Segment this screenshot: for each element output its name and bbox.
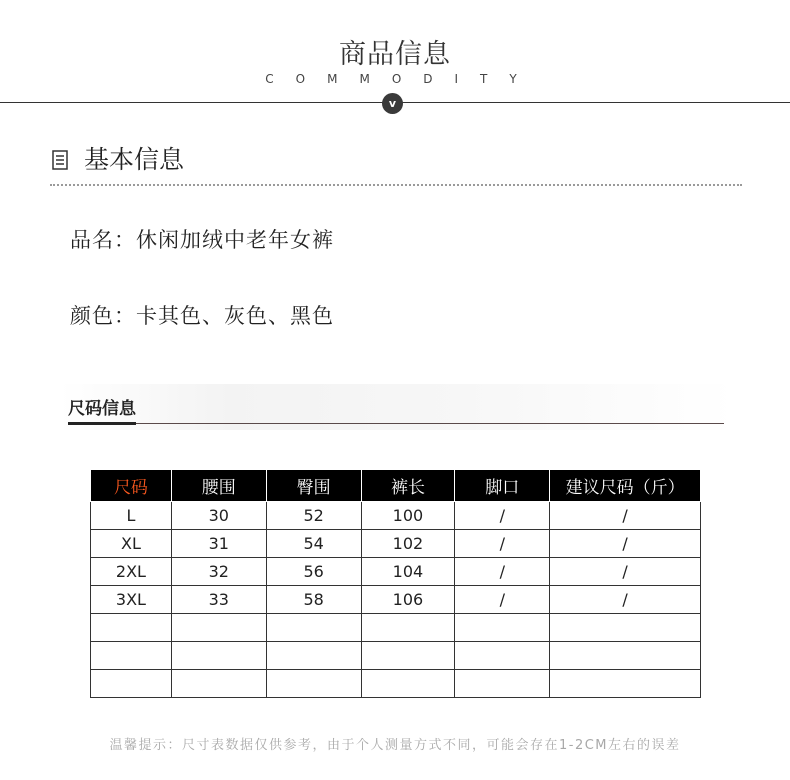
table-cell: 106 [361, 586, 455, 614]
chevron-down-icon: v [382, 93, 403, 114]
table-row [91, 530, 701, 558]
size-section-rule [68, 423, 724, 424]
table-cell [171, 614, 266, 642]
table-cell [361, 642, 455, 670]
table-cell: / [550, 502, 701, 530]
table-cell [455, 642, 550, 670]
table-cell [361, 614, 455, 642]
table-cell: 33 [171, 586, 266, 614]
table-cell [266, 614, 361, 642]
size-note: 温馨提示：尺寸表数据仅供参考，由于个人测量方式不同，可能会存在1-2CM左右的误差 [109, 738, 681, 753]
document-icon [52, 150, 68, 170]
table-cell [550, 642, 701, 670]
table-cell: 3XL [91, 586, 172, 614]
table-row [91, 502, 701, 530]
table-cell: / [550, 558, 701, 586]
table-cell [91, 642, 172, 670]
table-cell [91, 670, 172, 698]
header-hem: 脚口 [455, 470, 550, 502]
table-cell: 100 [361, 502, 455, 530]
basic-info-title: 基本信息 [84, 145, 185, 174]
table-cell [266, 642, 361, 670]
product-colors: 颜色：卡其色、灰色、黑色 [70, 304, 334, 328]
table-row [91, 558, 701, 586]
table-cell: / [455, 586, 550, 614]
table-cell: 32 [171, 558, 266, 586]
table-cell: 104 [361, 558, 455, 586]
table-cell: / [550, 530, 701, 558]
size-info-title: 尺码信息 [68, 399, 136, 419]
header-waist: 腰围 [171, 470, 266, 502]
dotted-divider [50, 184, 742, 186]
size-section-underline [68, 422, 136, 425]
table-cell: 56 [266, 558, 361, 586]
product-name: 品名：休闲加绒中老年女裤 [70, 228, 334, 252]
table-cell: / [455, 530, 550, 558]
table-cell: 52 [266, 502, 361, 530]
table-cell [171, 642, 266, 670]
table-cell [171, 670, 266, 698]
table-cell [455, 614, 550, 642]
table-cell: 2XL [91, 558, 172, 586]
table-row [91, 642, 701, 670]
table-header-row [91, 470, 701, 502]
header-recommended: 建议尺码（斤） [550, 470, 701, 502]
size-table [90, 469, 701, 698]
page-title: 商品信息 [339, 39, 451, 70]
header-size: 尺码 [91, 470, 172, 502]
table-cell [455, 670, 550, 698]
table-cell [550, 614, 701, 642]
table-cell [91, 614, 172, 642]
table-cell: 102 [361, 530, 455, 558]
table-cell [266, 670, 361, 698]
table-row [91, 670, 701, 698]
table-cell: L [91, 502, 172, 530]
table-cell: / [455, 558, 550, 586]
table-cell: 30 [171, 502, 266, 530]
table-cell: 54 [266, 530, 361, 558]
table-cell [550, 670, 701, 698]
table-cell: / [455, 502, 550, 530]
page-subtitle: COMMODITY [265, 72, 539, 86]
table-row [91, 586, 701, 614]
table-row [91, 614, 701, 642]
table-cell [361, 670, 455, 698]
table-cell: XL [91, 530, 172, 558]
table-cell: 31 [171, 530, 266, 558]
table-cell: / [550, 586, 701, 614]
table-cell: 58 [266, 586, 361, 614]
header-hip: 臀围 [266, 470, 361, 502]
header-length: 裤长 [361, 470, 455, 502]
